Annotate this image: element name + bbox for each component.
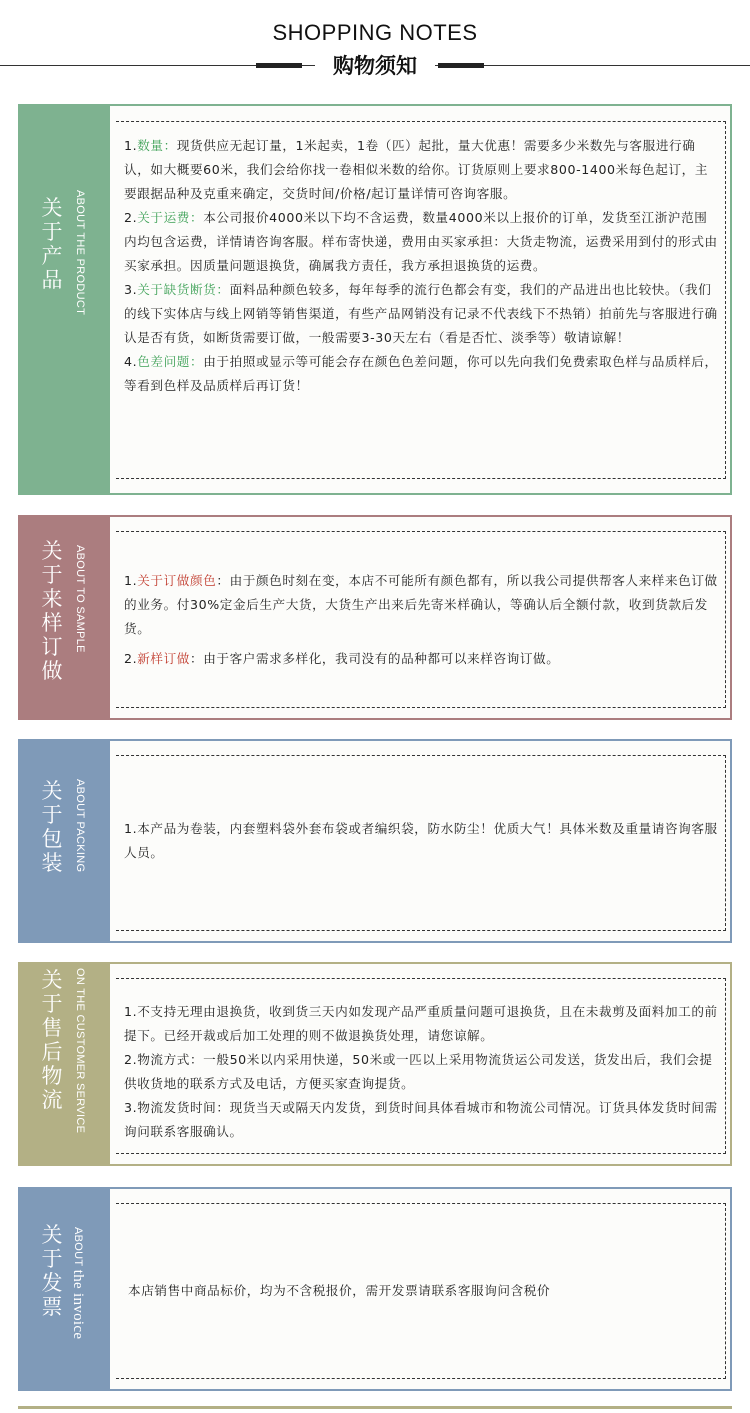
- side-label-en: ABOUT the invoice: [70, 1227, 86, 1340]
- service-item-3: 3.物流发货时间：现货当天或隔天内发货，到货时间具体看城市和物流公司情况。订货具体发货时间需询问联系客服确认。: [124, 1100, 718, 1139]
- side-label-cn: 关于包装: [41, 779, 63, 875]
- side-label-packing: [18, 739, 108, 943]
- sample-text: [124, 569, 718, 671]
- section-about-packing: [18, 739, 732, 943]
- sample-item-2: 2.新样订做：由于客户需求多样化，我司没有的品种都可以来样咨询订做。: [124, 651, 560, 666]
- service-text: [124, 1000, 718, 1144]
- title-chinese: 购物须知: [315, 50, 435, 80]
- product-text: [124, 134, 718, 398]
- content-frame: [108, 1187, 732, 1391]
- side-label-en: ABOUT TO SAMPLE: [74, 545, 86, 653]
- side-label-sample: [18, 515, 108, 720]
- side-label-cn: 关于产品: [41, 196, 63, 292]
- side-label-service: [18, 962, 108, 1166]
- content-frame: [108, 962, 732, 1166]
- section-about-sample: [18, 515, 732, 720]
- packing-text: 1.本产品为卷装，内套塑料袋外套布袋或者编织袋，防水防尘！优质大气！具体米数及重量请咨询客服人员。: [124, 821, 718, 860]
- content-frame: [108, 515, 732, 720]
- content-frame: [108, 104, 732, 495]
- bottom-rule: [18, 1406, 732, 1409]
- product-item-4: 4.色差问题：由于拍照或显示等可能会存在颜色色差问题，你可以先向我们免费索取色样与品质样后，等看到色样及品质样后再订货！: [124, 354, 718, 393]
- sample-item-1: 1.关于订做颜色：由于颜色时刻在变，本店不可能所有颜色都有，所以我公司提供帮客人来样来色订做的业务。付30%定金后生产大货，大货生产出来后先寄米样确认，等确认后全额付款，收到货款后发货。: [124, 573, 718, 636]
- side-label-invoice: [18, 1187, 108, 1391]
- service-item-1: 1.不支持无理由退换货，收到货三天内如发现产品严重质量问题可退换货，且在未裁剪及面料加工的前提下。已经开裁或后加工处理的则不做退换货处理，请您谅解。: [124, 1004, 718, 1043]
- section-customer-service: [18, 962, 732, 1166]
- title-english: SHOPPING NOTES: [272, 20, 478, 45]
- product-item-1: 1.数量：现货供应无起订量，1米起卖，1卷（匹）起批，量大优惠！需要多少米数先与客服进行确认，如大概要60米，我们会给你找一卷相似米数的给你。订货原则上要求800-1400米每色起订，主要跟据品种及克重来确定，交货时间/价格/起订量详情可咨询客服。: [124, 138, 709, 201]
- side-label-en: ABOUT PACKING: [74, 779, 86, 873]
- side-label-en: ABOUT THE PRODUCT: [74, 190, 86, 316]
- side-label-cn: 关于售后物流: [41, 968, 63, 1112]
- invoice-text: 本店销售中商品标价，均为不含税报价，需开发票请联系客服询问含税价: [128, 1283, 551, 1298]
- section-about-invoice: [18, 1187, 732, 1391]
- product-item-3: 3.关于缺货断货：面料品种颜色较多，每年每季的流行色都会有变，我们的产品进出也比较快。（我们的线下实体店与线上网销等销售渠道，有些产品网销没有记录不代表线下不热销）拍前先与客服进行确认是否有货，如断货需要订做，一般需要3-30天左右（看是否忙、淡季等）敬请谅解！: [124, 282, 718, 345]
- service-item-2: 2.物流方式：一般50米以内采用快递，50米或一匹以上采用物流货运公司发送，货发出后，我们会提供收货地的联系方式及电话，方便买家查询提货。: [124, 1052, 713, 1091]
- product-item-2: 2.关于运费：本公司报价4000米以下均不含运费，数量4000米以上报价的订单，发货至江浙沪范围内均包含运费，详情请咨询客服。样布寄快递，费用由买家承担：大货走物流，运费采用到付的形式由买家承担。因质量问题退换货，确属我方责任，我方承担退换货的运费。: [124, 210, 718, 273]
- section-about-product: [18, 104, 732, 495]
- side-label-cn: 关于来样订做: [41, 539, 63, 683]
- side-label-product: [18, 104, 108, 495]
- side-label-cn: 关于发票: [41, 1223, 63, 1319]
- side-label-en: ON THE CUSTOMER SERVICE: [74, 968, 86, 1134]
- content-frame: [108, 739, 732, 943]
